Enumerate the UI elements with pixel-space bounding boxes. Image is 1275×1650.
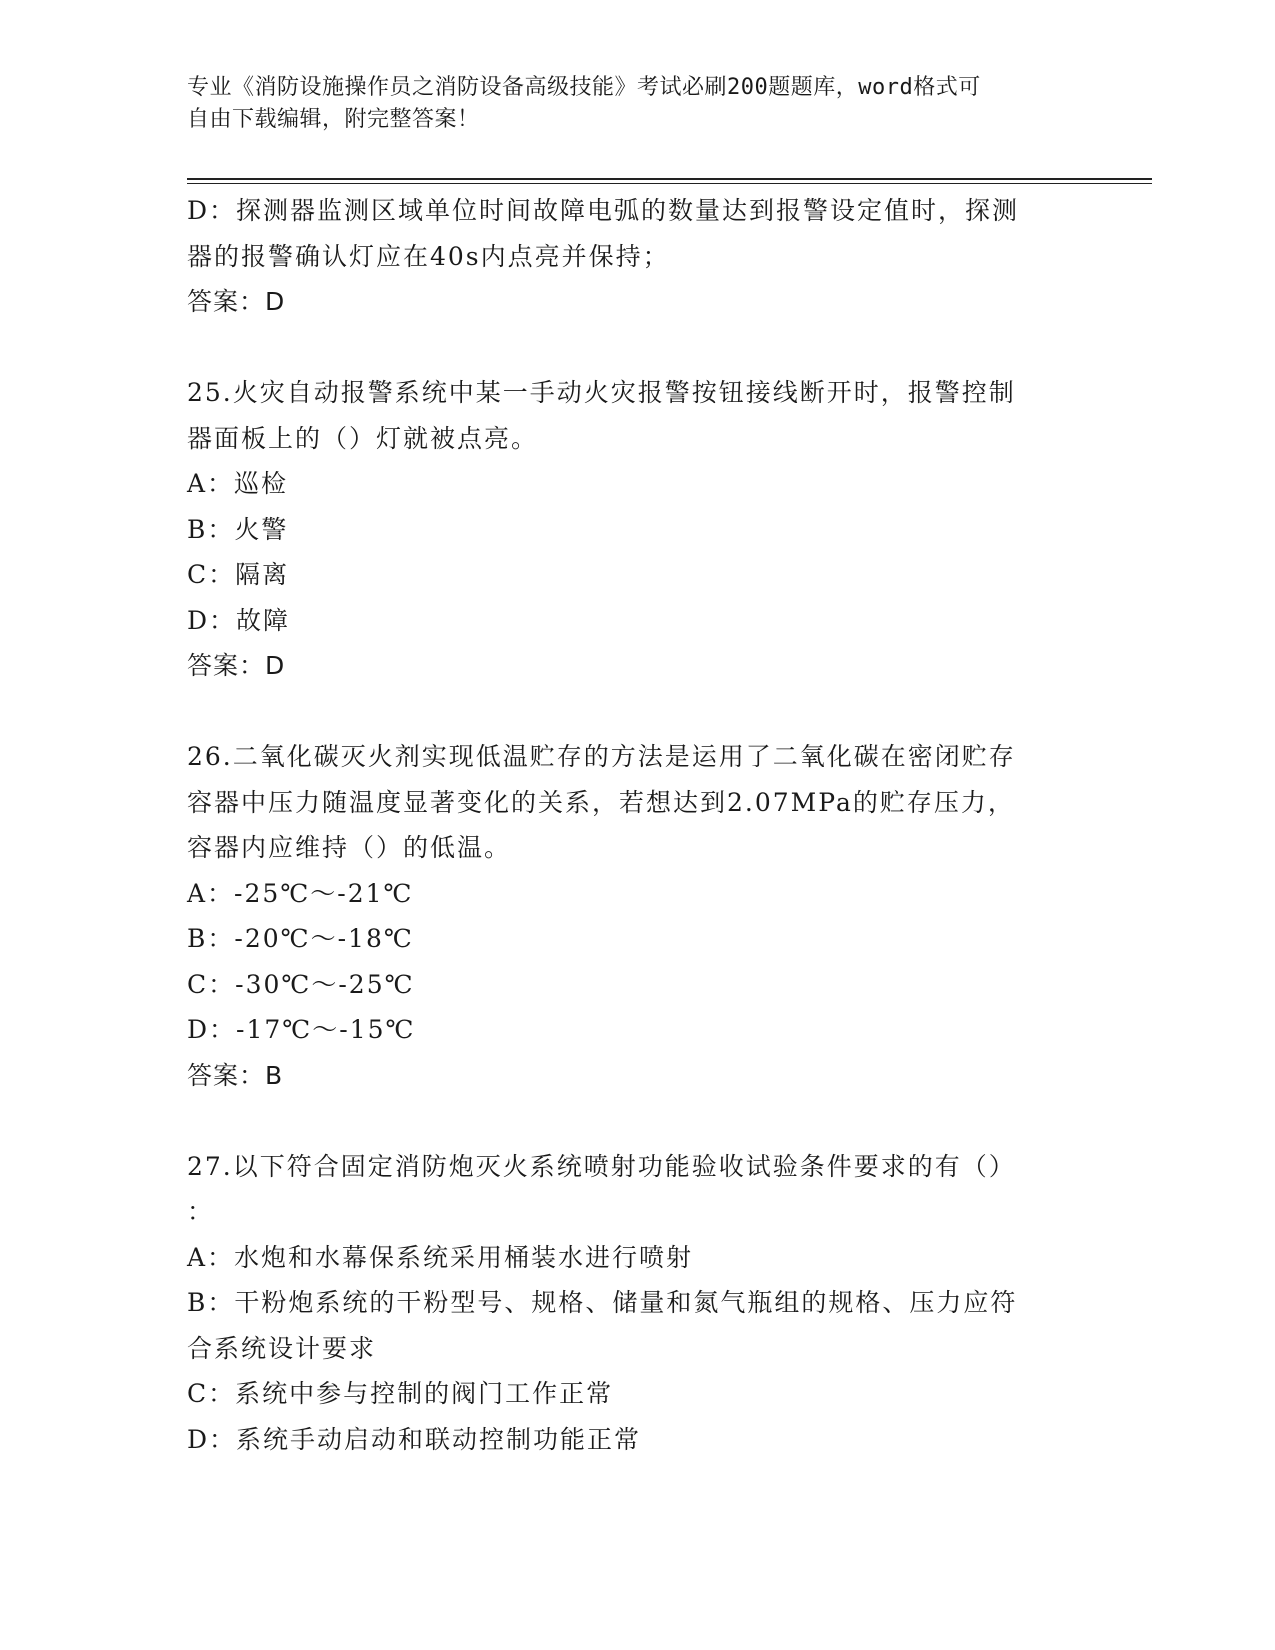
- answer-line: 答案：D: [187, 651, 286, 680]
- header-divider-thick: [187, 178, 1152, 180]
- header-title-line-1: 专业《消防设施操作员之消防设备高级技能》考试必刷200题题库，word格式可: [187, 75, 981, 100]
- header-divider-thin: [187, 183, 1152, 184]
- header-title-line-2: 自由下载编辑，附完整答案！: [187, 107, 480, 132]
- question-stem-line-1: 25.火灾自动报警系统中某一手动火灾报警按钮接线断开时，报警控制: [187, 378, 1016, 407]
- question-stem-line-3: 容器内应维持（）的低温。: [187, 833, 512, 862]
- option-c: C：隔离: [187, 560, 290, 589]
- option-a: A：巡检: [187, 469, 289, 498]
- answer-line: 答案：B: [187, 1060, 284, 1090]
- option-b-line-1: B：干粉炮系统的干粉型号、规格、储量和氮气瓶组的规格、压力应符: [187, 1288, 1018, 1317]
- option-d-line-1: D：探测器监测区域单位时间故障电弧的数量达到报警设定值时，探测: [187, 196, 1020, 225]
- option-d: D：-17℃～-15℃: [187, 1015, 416, 1044]
- option-c: C：系统中参与控制的阀门工作正常: [187, 1379, 614, 1408]
- answer-line: 答案：D: [187, 287, 286, 316]
- option-d: D：系统手动启动和联动控制功能正常: [187, 1424, 642, 1454]
- question-stem-line-1: 26.二氧化碳灭火剂实现低温贮存的方法是运用了二氧化碳在密闭贮存: [187, 742, 1016, 771]
- question-block-prev: [187, 188, 1087, 325]
- spacer: [187, 689, 1087, 735]
- spacer: [187, 325, 1087, 371]
- option-c: C：-30℃～-25℃: [187, 969, 415, 999]
- document-body: [187, 188, 1087, 1462]
- question-stem-line-1: 27.以下符合固定消防炮灭火系统喷射功能验收试验条件要求的有（）: [187, 1151, 1016, 1181]
- document-header: [187, 72, 1067, 136]
- option-d: D：故障: [187, 605, 291, 635]
- question-block-25: [187, 370, 1087, 689]
- question-stem-line-2: 容器中压力随温度显著变化的关系，若想达到2.07MPa的贮存压力，: [187, 787, 1015, 817]
- option-b: B：-20℃～-18℃: [187, 924, 414, 953]
- question-block-27: [187, 1144, 1087, 1463]
- question-stem-line-2: 器面板上的（）灯就被点亮。: [187, 423, 539, 453]
- spacer: [187, 1098, 1087, 1144]
- option-b-line-2: 合系统设计要求: [187, 1333, 377, 1363]
- option-a: A：-25℃～-21℃: [187, 878, 414, 908]
- question-block-26: [187, 734, 1087, 1098]
- option-d-line-2: 器的报警确认灯应在40s内点亮并保持；: [187, 241, 670, 271]
- question-stem-line-2: ：: [187, 1197, 215, 1226]
- option-a: A：水炮和水幕保系统采用桶装水进行喷射: [187, 1242, 694, 1272]
- option-b: B：火警: [187, 514, 289, 544]
